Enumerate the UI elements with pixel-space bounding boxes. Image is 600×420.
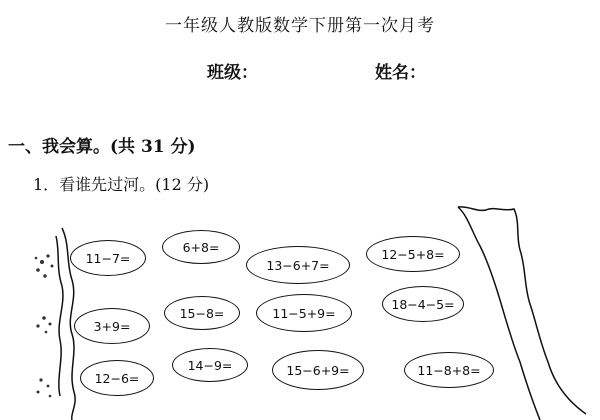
stone-equation[interactable]: 13−6+7=: [246, 246, 350, 284]
stone-equation[interactable]: 15−8=: [164, 296, 240, 330]
name-field-label: 姓名：: [375, 63, 426, 83]
stone-equation[interactable]: 11−7=: [70, 240, 146, 276]
stone-equation[interactable]: 11−8+8=: [404, 352, 494, 388]
right-bank: [458, 207, 586, 420]
class-field-label: 班级：: [207, 63, 258, 83]
question-title: 1．看谁先过河。(12 分): [33, 175, 210, 194]
stone-equation[interactable]: 11−5+9=: [256, 294, 352, 332]
stone-equation[interactable]: 12−5+8=: [366, 236, 460, 272]
stone-equation[interactable]: 3+9=: [74, 308, 150, 344]
stone-equation[interactable]: 15−6+9=: [272, 350, 364, 390]
stone-equation[interactable]: 14−9=: [172, 348, 248, 382]
stone-equation[interactable]: 12−6=: [80, 360, 154, 396]
section-title: 一、我会算。(共 31 分): [8, 137, 196, 157]
stone-equation[interactable]: 18−4−5=: [382, 286, 464, 322]
page-title: 一年级人教版数学下册第一次月考: [165, 16, 435, 36]
stone-equation[interactable]: 6+8=: [162, 230, 240, 264]
grass-tufts: [35, 254, 54, 397]
